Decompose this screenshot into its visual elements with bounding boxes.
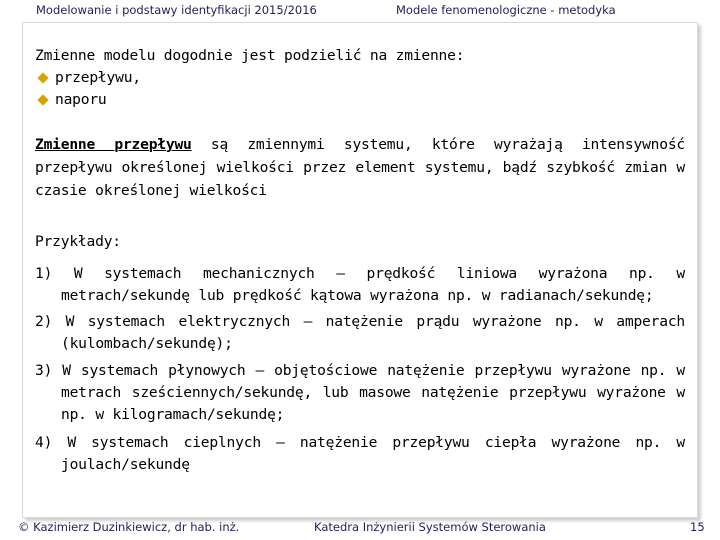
example-first-line: 4) W systemach cieplnych – natężenie przepływu ciepła wyrażone np. w xyxy=(35,434,685,451)
bullet-list xyxy=(35,67,141,111)
example-first-line: 3) W systemach płynowych – objętościowe natężenie przepływu wyrażone np. w xyxy=(35,362,685,379)
example-item xyxy=(35,263,685,307)
example-first-line: 1) W systemach mechanicznych – prędkość liniowa wyrażona np. w xyxy=(35,265,685,282)
example-continuation: metrach sześciennych/sekundę, lub masowe natężenie przepływu wyrażone w np. w kilogramach/sekundę; xyxy=(61,384,685,423)
definition-term: Zmienne przepływu xyxy=(35,136,192,153)
definition-paragraph xyxy=(35,133,685,202)
example-item xyxy=(35,360,685,426)
bullet-label: naporu xyxy=(55,91,107,108)
example-continuation: metrach/sekundę lub prędkość kątowa wyrażona np. w radianach/sekundę; xyxy=(61,287,654,304)
example-item xyxy=(35,432,685,476)
header-section-title: Modele fenomenologiczne - metodyka xyxy=(396,3,616,17)
example-continuation: joulach/sekundę xyxy=(61,456,190,473)
diamond-bullet-icon xyxy=(37,94,48,105)
intro-text: Zmienne modelu dogodnie jest podzielić na zmienne: xyxy=(35,47,465,64)
examples-label: Przykłady: xyxy=(35,233,121,250)
definition-text: są zmiennymi systemu, które wyrażają intensywność przepływu określonej wielkości przez element systemu, bądź szybkość zmian w czasie określonej wielkości xyxy=(35,136,685,199)
example-continuation: (kulombach/sekundę); xyxy=(61,335,233,352)
footer-department: Katedra Inżynierii Systemów Sterowania xyxy=(314,520,546,534)
page-number: 15 xyxy=(690,520,705,534)
bullet-item xyxy=(35,67,141,89)
footer-author: © Kazimierz Duzinkiewicz, dr hab. inż. xyxy=(18,520,240,534)
bullet-item xyxy=(35,89,141,111)
bullet-label: przepływu, xyxy=(55,69,141,86)
example-first-line: 2) W systemach elektrycznych – natężenie prądu wyrażone np. w amperach xyxy=(35,313,685,330)
slide-content-frame xyxy=(22,22,698,518)
diamond-bullet-icon xyxy=(37,72,48,83)
example-item xyxy=(35,311,685,355)
header-course-title: Modelowanie i podstawy identyfikacji 2015/2016 xyxy=(36,3,317,17)
